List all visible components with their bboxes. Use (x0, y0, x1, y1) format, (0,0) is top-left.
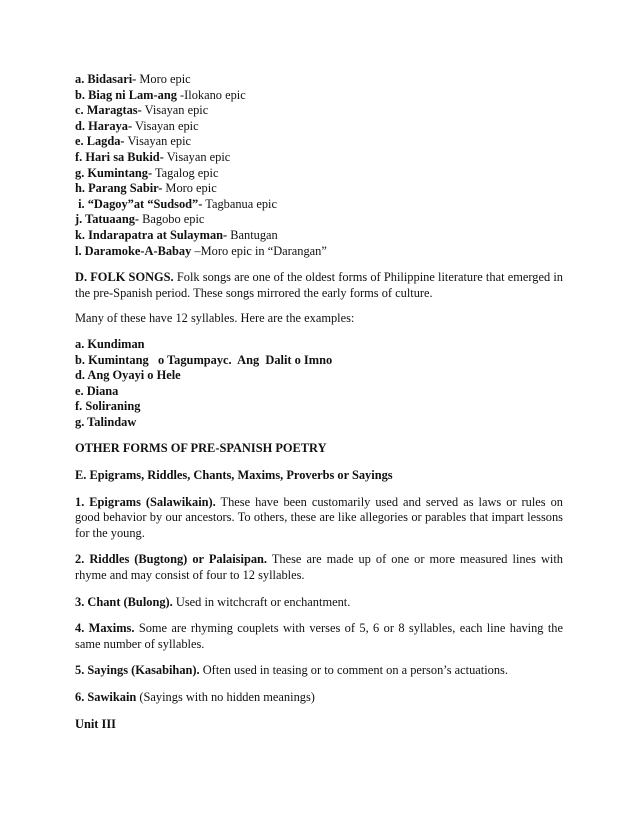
list-item: d. Haraya- Visayan epic (75, 118, 199, 133)
list-item: g. Talindaw (75, 414, 137, 429)
folk-songs-examples-intro: Many of these have 12 syllables. Here are the examples: (75, 311, 355, 326)
unit-heading: Unit III (75, 716, 116, 731)
epic-list (75, 72, 563, 259)
list-item: f. Hari sa Bukid- Visayan epic (75, 149, 231, 164)
list-item: b. Biag ni Lam-ang -Ilokano epic (75, 87, 246, 102)
folk-songs-examples (75, 337, 563, 431)
list-item: e. Diana (75, 383, 119, 398)
section-e-heading: E. Epigrams, Riddles, Chants, Maxims, Proverbs or Sayings (75, 468, 393, 483)
list-item: d. Ang Oyayi o Hele (75, 368, 181, 383)
list-item: e. Lagda- Visayan epic (75, 134, 192, 149)
other-forms-heading: OTHER FORMS OF PRE-SPANISH POETRY (75, 441, 327, 456)
sawikain-paragraph: 6. Sawikain (Sayings with no hidden meanings) (75, 690, 315, 704)
list-item: i. “Dagoy”at “Sudsod”- Tagbanua epic (75, 196, 277, 211)
list-item: k. Indarapatra at Sulayman- Bantugan (75, 227, 278, 242)
list-item: f. Soliraning (75, 399, 141, 414)
list-item: l. Daramoke-A-Babay –Moro epic in “Darangan” (75, 243, 327, 258)
list-item: b. Kumintang o Tagumpayc. Ang Dalit o Imno (75, 352, 333, 367)
sayings-paragraph: 5. Sayings (Kasabihan). Often used in teasing or to comment on a person’s actuations. (75, 663, 508, 678)
list-item: a. Kundiman (75, 336, 145, 351)
list-item: h. Parang Sabir- Moro epic (75, 181, 217, 196)
riddles-paragraph: 2. Riddles (Bugtong) or Palaisipan. These are made up of one or more measured lines with rhyme and may consist of four to 12 syllables. (75, 552, 563, 583)
document-page (75, 72, 563, 732)
list-item: c. Maragtas- Visayan epic (75, 103, 209, 118)
folk-songs-paragraph: D. FOLK SONGS. Folk songs are one of the oldest forms of Philippine literature that emerged in the pre-Spanish period. These songs mirrored the early forms of culture. (75, 270, 563, 300)
epigrams-paragraph: 1. Epigrams (Salawikain). These have been customarily used and served as laws or rules on good behavior by our ancestors. To others, these are like allegories or parables that impart lessons for the young. (75, 494, 563, 540)
list-item: a. Bidasari- Moro epic (75, 72, 191, 86)
chant-paragraph: 3. Chant (Bulong). Used in witchcraft or enchantment. (75, 594, 351, 609)
list-item: j. Tatuaang- Bagobo epic (75, 212, 205, 227)
maxims-paragraph: 4. Maxims. Some are rhyming couplets with verses of 5, 6 or 8 syllables, each line having the same number of syllables. (75, 621, 563, 651)
list-item: g. Kumintang- Tagalog epic (75, 165, 219, 180)
